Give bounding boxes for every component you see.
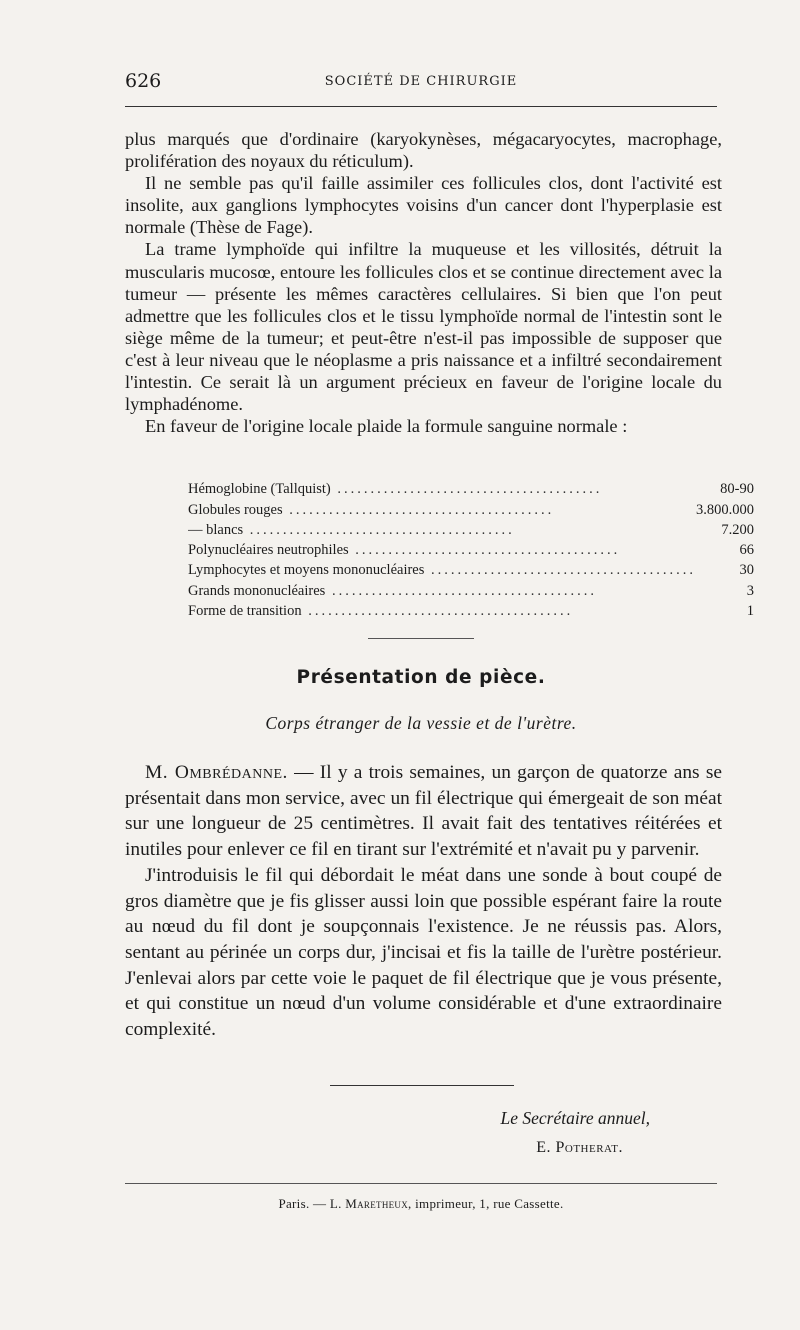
blood-formula-label: Grands mononucléaires — [188, 582, 326, 599]
blood-formula-row: Globules rouges ........................................ 3.800.000 — [188, 498, 754, 518]
blood-formula-label: Hémoglobine (Tallquist) — [188, 481, 331, 498]
section-subtitle: Corps étranger de la vessie et de l'urètre. — [265, 713, 577, 733]
footer-rule — [125, 1183, 717, 1184]
blood-formula-table — [188, 478, 754, 620]
blood-formula-label: Lymphocytes et moyens mononucléaires — [188, 562, 425, 579]
imprint-address: imprimeur, 1, rue Cassette. — [415, 1196, 564, 1211]
paragraph-text: — Il y a trois semaines, un garçon de quatorze ans se présentait dans mon service, avec un fil électrique qui émergeait de son méat sur une longueur de 25 centimètres. Il avait fait des tentatives réitérées et inutiles pour enlever ce fil en tirant sur l'extrémité et n'avait pu y parvenir. — [125, 762, 722, 861]
blood-formula-value: 30 — [739, 562, 755, 579]
signoff-name: E. Potherat. — [536, 1139, 623, 1156]
paragraph: En faveur de l'origine locale plaide la formule sanguine normale : — [145, 416, 628, 437]
blood-formula-value: 66 — [739, 542, 755, 559]
section-one-text — [125, 128, 722, 437]
paragraph: La trame lymphoïde qui infiltre la muqueuse et les villosités, détruit la muscularis mucosœ, entoure les follicules clos et se continue directement avec la tumeur — présente les mêmes caractères cellulaires. Si bien que l'on peut admettre que les follicules clos et le tissu lymphoïde normal de l'intestin sont le siège même de la tumeur; et peut-être n'est-il pas impossible de supposer que c'est à leur niveau que le néoplasme a pris naissance et a infiltré secondairement l'intestin. Ce serait là un argument précieux en faveur de l'origine locale du lymphadénome. — [125, 239, 722, 415]
blood-formula-value: 1 — [746, 603, 755, 620]
blood-formula-value: 80-90 — [720, 481, 755, 498]
blood-formula-value: 3.800.000 — [696, 501, 755, 518]
blood-formula-value: 7.200 — [721, 521, 755, 538]
paragraph: J'introduisis le fil qui débordait le méat dans une sonde à bout coupé de gros diamètre que je fis glisser aussi loin que possible espérant faire la route au nœud du fil dont je soupçonnais l'existence. Je ne réussis pas. Alors, sentant au périnée un corps dur, j'incisai et fis la taille de l'urètre postérieur. J'enlevai alors par cette voie le paquet de fil électrique que je vous présente, et qui constitue un nœud d'un volume considérable et d'une extraordinaire complexité. — [125, 864, 722, 1041]
section-divider — [368, 638, 474, 639]
blood-formula-label: Globules rouges — [188, 501, 283, 518]
paragraph — [125, 760, 722, 863]
section-title: Présentation de pièce. — [296, 667, 546, 688]
printer-imprint — [125, 1196, 717, 1212]
blood-formula-value: 3 — [746, 582, 755, 599]
blood-formula-row: Lymphocytes et moyens mononucléaires ........................................ 30 — [188, 559, 754, 579]
paragraph: plus marqués que d'ordinaire (karyokynèses, mégacaryocytes, macrophage, prolifération des noyaux du réticulum). — [125, 129, 722, 172]
blood-formula-row: — blancs ........................................ 7.200 — [188, 519, 754, 539]
blood-formula-row: Grands mononucléaires ........................................ 3 — [188, 579, 754, 599]
closing-rule — [330, 1085, 514, 1086]
blood-formula-label: — blancs — [188, 521, 244, 538]
blood-formula-label: Forme de transition — [188, 603, 302, 620]
imprint-place: Paris. — L. — [278, 1196, 342, 1211]
header-rule — [125, 106, 717, 107]
blood-formula-row: Forme de transition ........................................ 1 — [188, 600, 754, 620]
section-two-text — [125, 760, 722, 1043]
paragraph: Il ne semble pas qu'il faille assimiler ces follicules clos, dont l'activité est insolite, aux ganglions lymphocytes voisins d'un cancer dont l'hyperplasie est normale (Thèse de Fage). — [125, 173, 722, 238]
page-header — [125, 70, 717, 98]
blood-formula-row: Polynucléaires neutrophiles ........................................ 66 — [188, 539, 754, 559]
imprint-printer: Maretheux, — [345, 1196, 412, 1211]
blood-formula-label: Polynucléaires neutrophiles — [188, 542, 349, 559]
signoff-role: Le Secrétaire annuel, — [500, 1108, 650, 1128]
speaker-name: M. Ombrédanne. — [145, 762, 288, 783]
page-number: 626 — [125, 70, 162, 92]
running-head: SOCIÉTÉ DE CHIRURGIE — [324, 74, 518, 89]
blood-formula-row: Hémoglobine (Tallquist) ........................................ 80-90 — [188, 478, 754, 498]
